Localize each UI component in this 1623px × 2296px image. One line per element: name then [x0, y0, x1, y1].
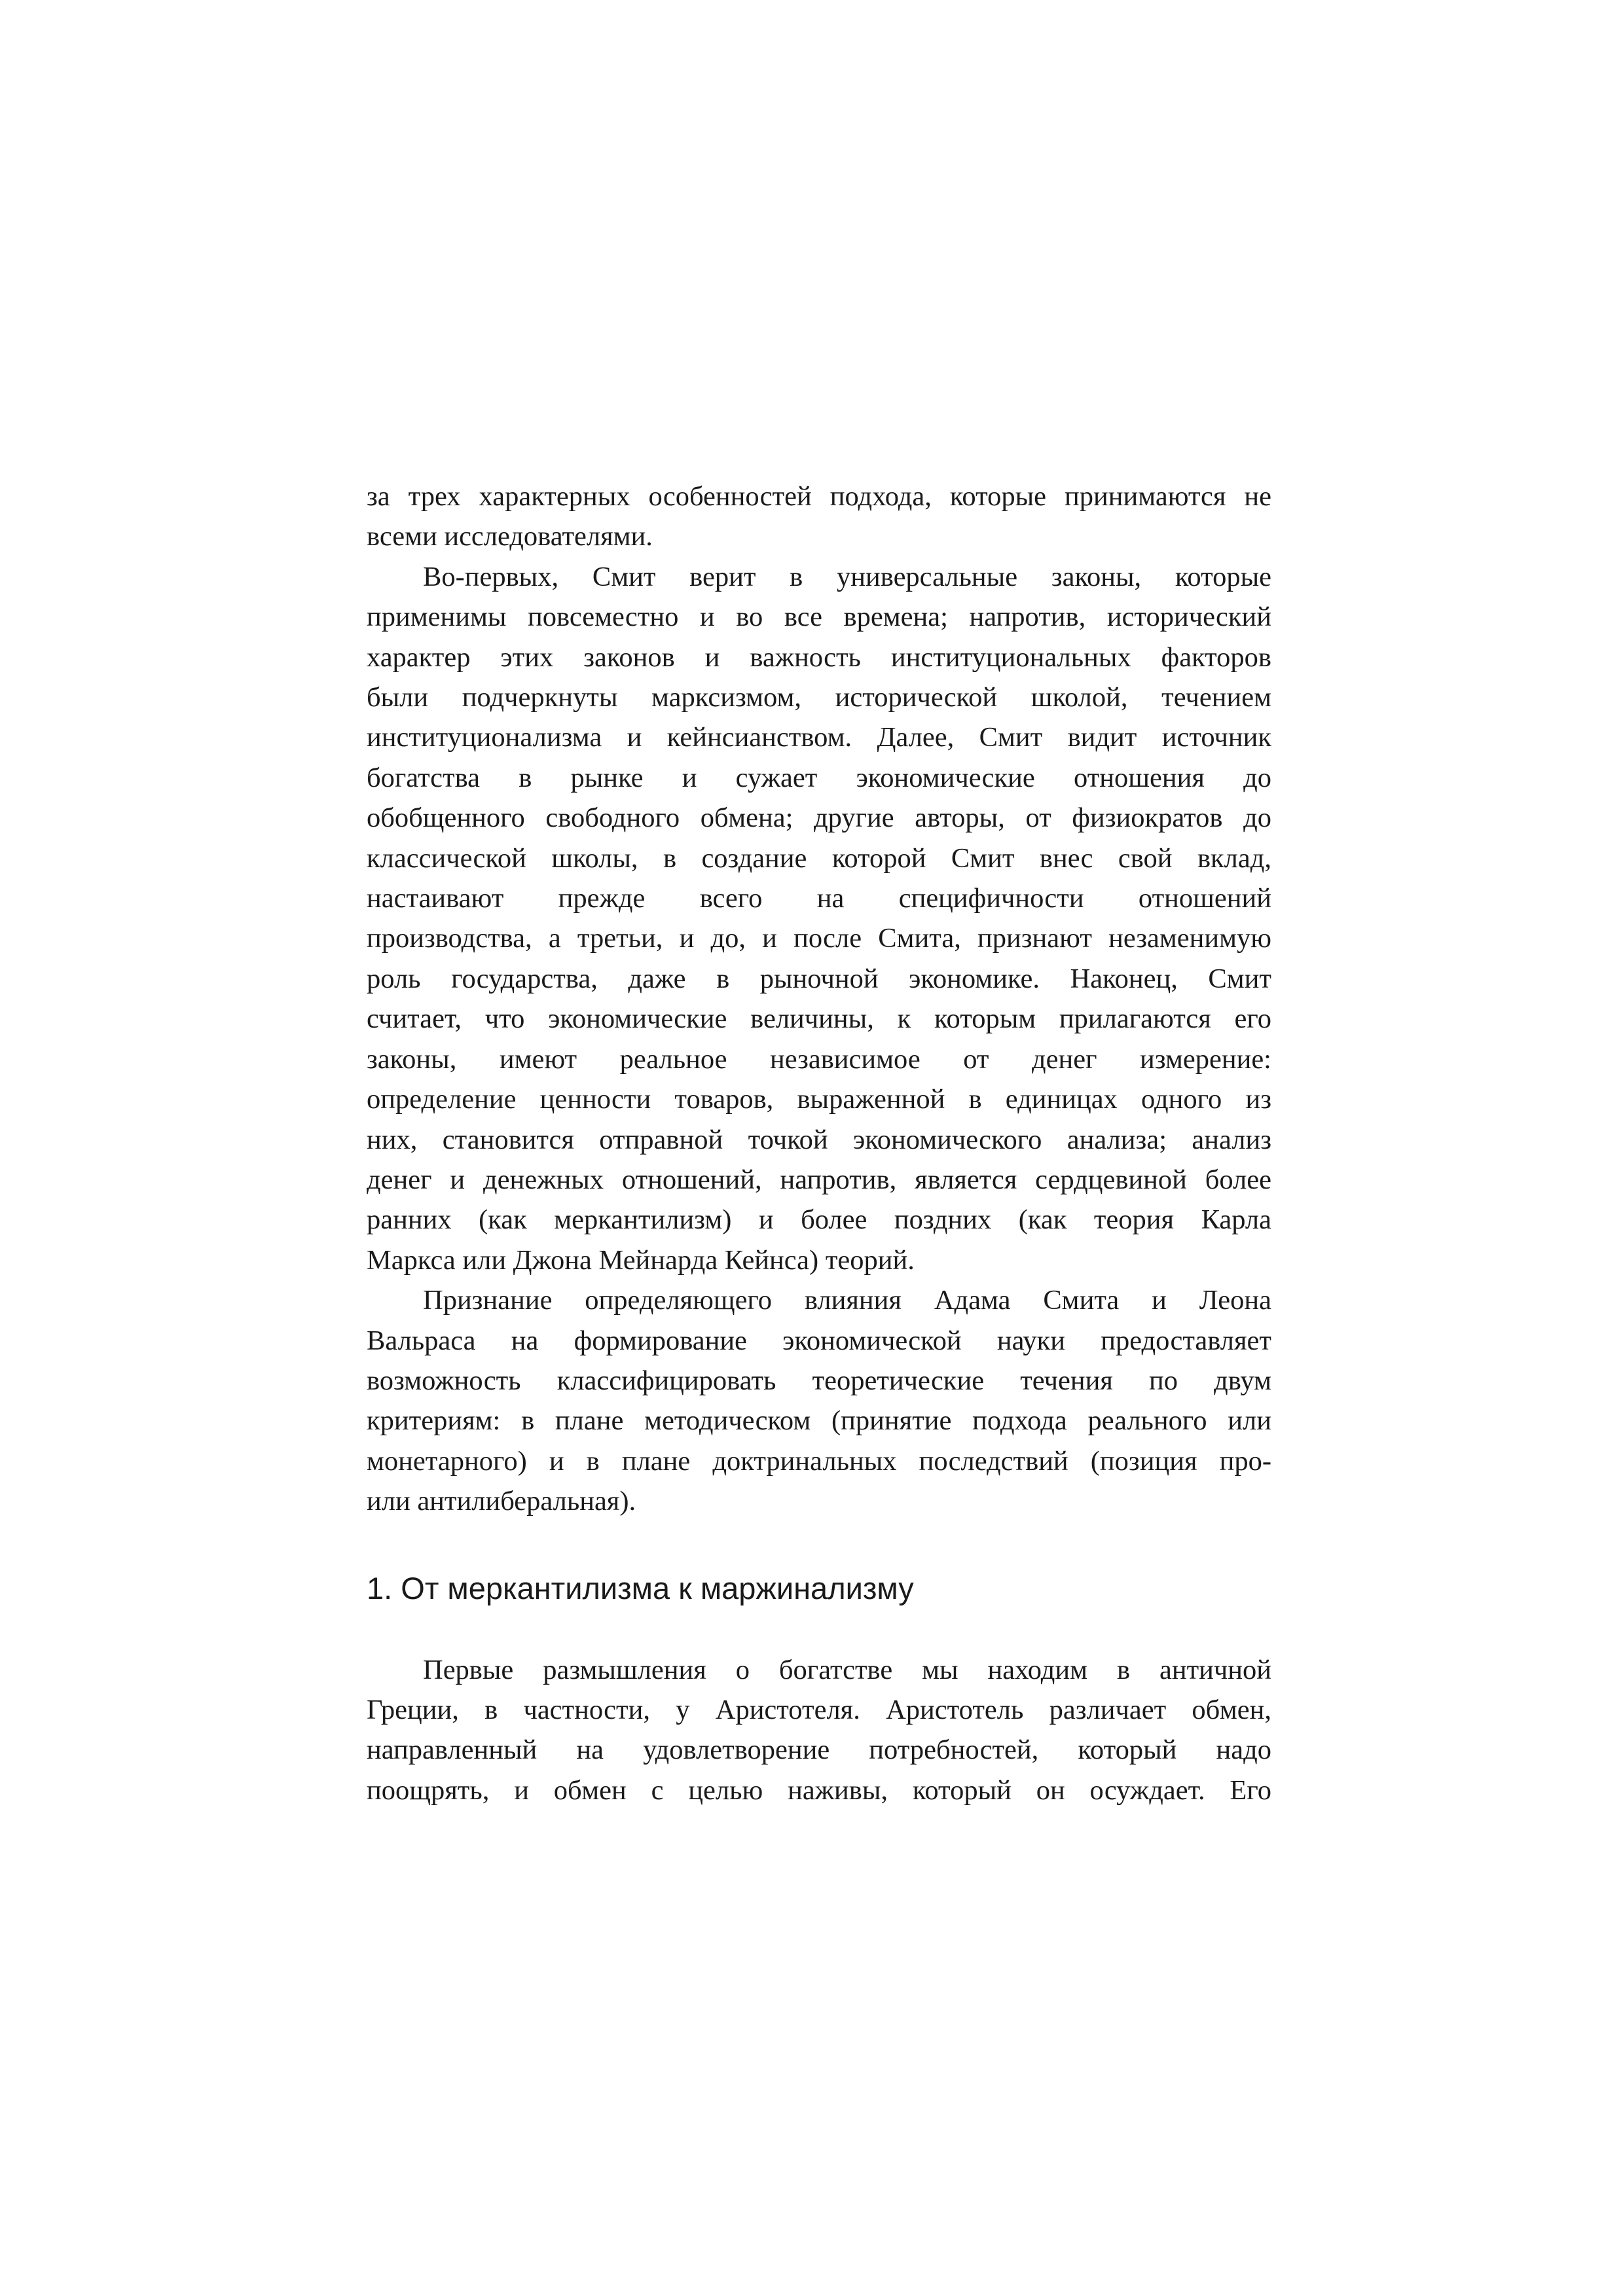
text-line: всеми исследователями. — [367, 521, 653, 552]
text-line: считает, что экономические величины, к которым прилагаются его — [367, 1003, 1271, 1035]
text-line: институционализма и кейнсианством. Далее, Смит видит источник — [367, 722, 1271, 753]
text-line: критериям: в плане методическом (принятие подхода реального или — [367, 1405, 1271, 1437]
text-line: Во-первых, Смит верит в универсальные законы, которые — [423, 561, 1271, 592]
text-line: были подчеркнуты марксизмом, исторической школой, течением — [367, 682, 1271, 713]
text-line: Маркса или Джона Мейнарда Кейнса) теорий. — [367, 1244, 915, 1276]
paragraph — [367, 476, 1271, 557]
text-block-after-heading — [367, 1650, 1271, 1811]
text-line: Вальраса на формирование экономической науки предоставляет — [367, 1325, 1271, 1356]
text-line: определение ценности товаров, выраженной в единицах одного из — [367, 1084, 1271, 1115]
text-line: поощрять, и обмен с целью наживы, который он осуждает. Его — [367, 1774, 1271, 1806]
text-line: обобщенного свободного обмена; другие авторы, от физиократов до — [367, 802, 1271, 834]
text-line: характер этих законов и важность институциональных факторов — [367, 641, 1271, 673]
text-line: за трех характерных особенностей подхода, которые принимаются не — [367, 481, 1271, 512]
text-line: возможность классифицировать теоретические течения по двум — [367, 1365, 1271, 1396]
text-line: производства, а третьи, и до, и после Смита, признают незаменимую — [367, 923, 1271, 954]
text-line: богатства в рынке и сужает экономические отношения до — [367, 762, 1271, 793]
text-line: монетарного) и в плане доктринальных последствий (позиция про- — [367, 1445, 1271, 1477]
text-line: или антилиберальная). — [367, 1486, 636, 1517]
text-line: Признание определяющего влияния Адама Смита и Леона — [423, 1285, 1271, 1316]
text-line: Первые размышления о богатстве мы находим в античной — [423, 1654, 1271, 1685]
paragraph — [367, 1280, 1271, 1521]
text-line: настаивают прежде всего на специфичности отношений — [367, 883, 1271, 914]
document-page — [367, 476, 1271, 1810]
text-line: Греции, в частности, у Аристотеля. Аристотель различает обмен, — [367, 1694, 1271, 1725]
text-line: законы, имеют реальное независимое от денег измерение: — [367, 1043, 1271, 1075]
text-line: денег и денежных отношений, напротив, является сердцевиной более — [367, 1164, 1271, 1195]
text-line: направленный на удовлетворение потребностей, который надо — [367, 1734, 1271, 1766]
paragraph — [367, 557, 1271, 1280]
section-heading: 1. От меркантилизма к маржинализму — [367, 1570, 914, 1605]
text-line: них, становится отправной точкой экономического анализа; анализ — [367, 1124, 1271, 1155]
text-line: классической школы, в создание которой Смит внес свой вклад, — [367, 842, 1271, 874]
paragraph — [367, 1650, 1271, 1811]
text-line: ранних (как меркантилизм) и более поздних (как теория Карла — [367, 1204, 1271, 1236]
text-line: роль государства, даже в рыночной экономике. Наконец, Смит — [367, 963, 1271, 994]
text-block-before-heading — [367, 476, 1271, 1522]
text-line: применимы повсеместно и во все времена; напротив, исторический — [367, 601, 1271, 633]
